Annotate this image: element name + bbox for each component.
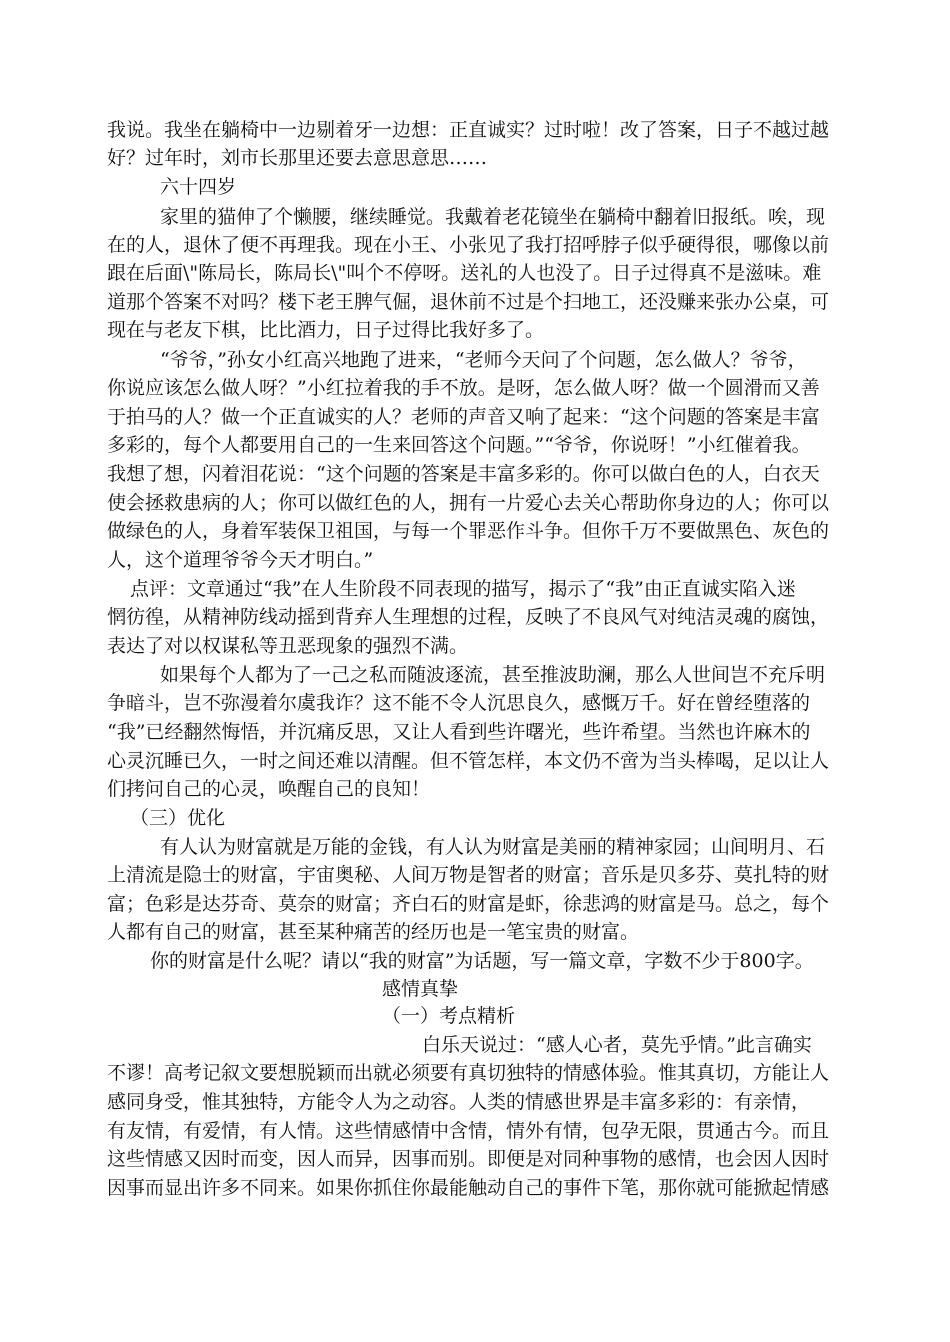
text-line: 多彩的，每个人都要用自己的一生来回答这个问题。”“爷爷，你说呀！”小红催着我。 xyxy=(107,434,811,456)
text-line: 有友情，有爱情，有人情。这些情感情中含情，情外有情，包孕无限，贯通古今。而且 xyxy=(107,1120,830,1142)
text-line: 惘彷徨，从精神防线动摇到背弃人生理想的过程，反映了不良风气对纯洁灵魂的腐蚀， xyxy=(107,606,830,628)
text-line: 上清流是隐士的财富，宇宙奥秘、人间万物是智者的财富；音乐是贝多芬、莫扎特的财 xyxy=(107,864,830,886)
text-line: 表达了对以权谋私等丑恶现象的强烈不满。 xyxy=(107,635,469,657)
section-heading: （一）考点精析 xyxy=(382,1005,516,1027)
text-line: “我”已经翻然悔悟，并沉痛反思，又让人看到些许曙光，些许希望。当然也许麻木的 xyxy=(107,721,811,743)
text-line: 家里的猫伸了个懒腰，继续睡觉。我戴着老花镜坐在躺椅中翻着旧报纸。唉，现 xyxy=(160,206,826,228)
text-line: “爷爷，”孙女小红高兴地跑了进来，“老师今天问了个问题，怎么做人？爷爷， xyxy=(160,349,807,371)
text-line: 你的财富是什么呢？请以“我的财富”为话题，写一篇文章，字数不少于800字。 xyxy=(150,950,814,972)
text-line: 好？过年时，刘市长那里还要去意思意思…… xyxy=(107,147,488,169)
text-line: 我想了想，闪着泪花说：“这个问题的答案是丰富多彩的。你可以做白色的人，白衣天 xyxy=(107,463,820,485)
text-line: 道那个答案不对吗？楼下老王脾气倔，退休前不过是个扫地工，还没赚来张办公桌，可 xyxy=(107,291,830,313)
text-line: 于拍马的人？做一个正直诚实的人？老师的声音又响了起来：“这个问题的答案是丰富 xyxy=(107,406,820,428)
text-line: 感同身受，惟其独特，方能令人为之动容。人类的情感世界是丰富多彩的：有亲情， xyxy=(107,1091,811,1113)
text-line: 人都有自己的财富，甚至某种痛苦的经历也是一笔宝贵的财富。 xyxy=(107,921,640,943)
section-title: 感情真挚 xyxy=(382,978,459,1000)
text-line: 们拷问自己的心灵，唤醒自己的良知！ xyxy=(107,778,431,800)
text-line: 争暗斗，岂不弥漫着尔虞我诈？这不能不令人沉思良久，感慨万千。好在曾经堕落的 xyxy=(107,692,811,714)
text-line: 你说应该怎么做人呀？”小红拉着我的手不放。是呀，怎么做人呀？做一个圆滑而又善 xyxy=(107,377,820,399)
text-line: 我说。我坐在躺椅中一边剔着牙一边想：正直诚实？过时啦！改了答案，日子不越过越 xyxy=(107,119,830,141)
text-line: 现在与老友下棋，比比酒力，日子过得比我好多了。 xyxy=(107,319,545,341)
text-line: 如果每个人都为了一己之私而随波逐流，甚至推波助澜，那么人世间岂不充斥明 xyxy=(160,664,826,686)
text-line: 使会拯救患病的人；你可以做红色的人，拥有一片爱心去关心帮助你身边的人；你可以 xyxy=(107,492,830,514)
text-line: 不谬！高考记叙文要想脱颖而出就必须要有真切独特的情感体验。惟其真切，方能让人 xyxy=(107,1062,830,1084)
text-line: 因事而显出许多不同来。如果你抓住你最能触动自己的事件下笔，那你就可能掀起情感 xyxy=(107,1177,830,1199)
text-line: 做绿色的人，身着军装保卫祖国，与每一个罪恶作斗争。但你千万不要做黑色、灰色的 xyxy=(107,520,830,542)
text-line: 有人认为财富就是万能的金钱，有人认为财富是美丽的精神家园；山间明月、石 xyxy=(160,836,826,858)
text-line: 白乐天说过：“感人心者，莫先乎情。”此言确实 xyxy=(422,1034,812,1056)
section-heading: 六十四岁 xyxy=(160,176,237,198)
text-line: 人，这个道理爷爷今天才明白。” xyxy=(107,549,374,571)
text-line: 跟在后面\"陈局长，陈局长\"叫个不停呀。送礼的人也没了。日子过得真不是滋味。难 xyxy=(107,262,822,284)
text-line: 在的人，退休了便不再理我。现在小王、小张见了我打招呼脖子似乎硬得很，哪像以前 xyxy=(107,234,830,256)
text-line: 富；色彩是达芬奇、莫奈的财富；齐白石的财富是虾，徐悲鸿的财富是马。总之，每个 xyxy=(107,893,830,915)
text-line: 心灵沉睡已久，一时之间还难以清醒。但不管怎样，本文仍不啻为当头棒喝，足以让人 xyxy=(107,750,830,772)
section-heading: （三）优化 xyxy=(130,807,226,829)
text-line: 这些情感又因时而变，因人而异，因事而别。即便是对同种事物的感情，也会因人因时 xyxy=(107,1148,830,1170)
comment-line: 点评：文章通过“我”在人生阶段不同表现的描写，揭示了“我”由正直诚实陷入迷 xyxy=(130,578,796,600)
